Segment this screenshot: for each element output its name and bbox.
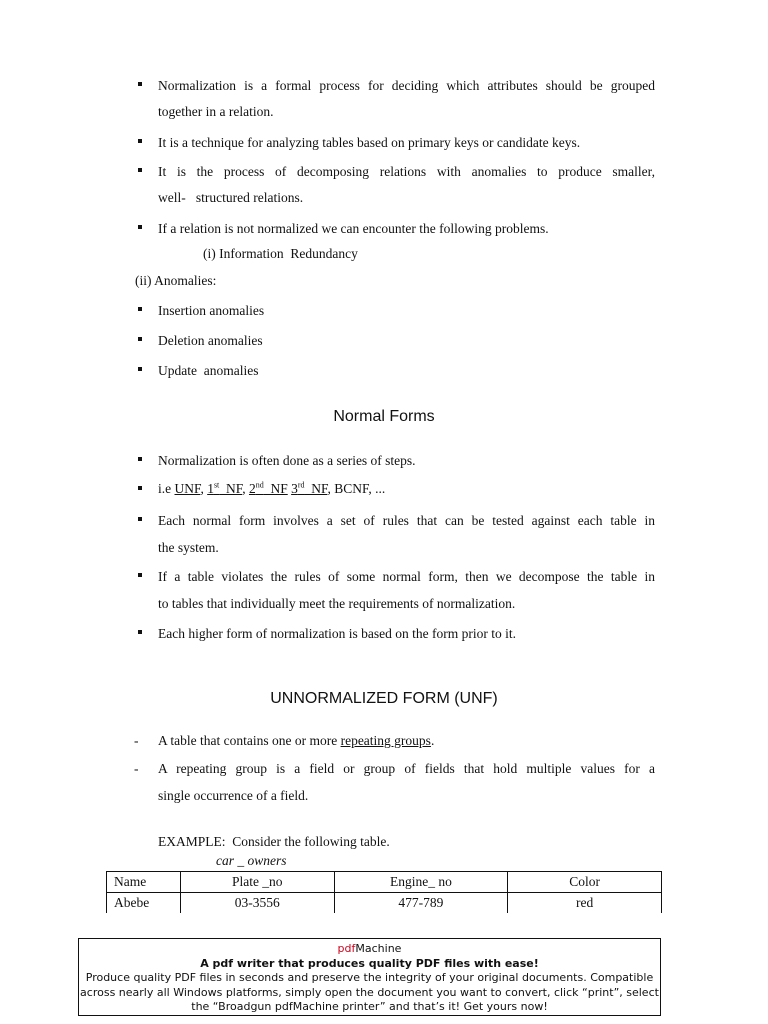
bullet-marker	[138, 225, 142, 229]
dash-marker: -	[134, 733, 139, 748]
table-header-row	[107, 872, 662, 893]
table-header-cell: Plate _no	[180, 872, 334, 893]
table-caption: car _ owners	[216, 853, 287, 868]
banner-text: Produce quality PDF files in seconds and preserve the integrity of your original documents. Compatible	[85, 971, 654, 984]
bullet-marker	[138, 168, 142, 172]
banner-text: the “Broadgun pdfMachine printer” and that’s it! Get yours now!	[191, 1000, 548, 1013]
bullet-text: If a table violates the rules of some normal form, then we decompose the table in	[158, 569, 655, 584]
bullet-text-cont: well- structured relations.	[158, 190, 304, 205]
sub-item: (ii) Anomalies:	[135, 273, 217, 288]
example-text: EXAMPLE: Consider the following table.	[158, 834, 390, 849]
unf-item-cont: single occurrence of a field.	[158, 788, 309, 803]
bullet-text-cont: to tables that individually meet the requirements of normalization.	[158, 596, 516, 611]
bullet-text-cont: together in a relation.	[158, 104, 274, 119]
table-cell: 477-789	[334, 893, 508, 914]
bullet-marker	[138, 486, 142, 490]
bullet-text: Normalization is often done as a series of steps.	[158, 453, 416, 468]
bullet-marker	[138, 517, 142, 521]
anomaly-item: Deletion anomalies	[158, 333, 263, 348]
unf-item: A repeating group is a field or group of fields that hold multiple values for a	[158, 761, 655, 776]
table-cell: red	[508, 893, 662, 914]
anomaly-item: Update anomalies	[158, 363, 259, 378]
bullet-marker	[138, 367, 142, 371]
bullet-marker	[138, 573, 142, 577]
banner-text: across nearly all Windows platforms, simply open the document you want to convert, click “print”, select	[80, 985, 659, 999]
pdfmachine-banner	[78, 938, 661, 1016]
bullet-text: It is a technique for analyzing tables based on primary keys or candidate keys.	[158, 135, 581, 150]
table-cell: 03-3556	[180, 893, 334, 914]
table-header-cell: Color	[508, 872, 662, 893]
bullet-text: Normalization is a formal process for deciding which attributes should be grouped	[158, 78, 655, 93]
sub-item: (i) Information Redundancy	[203, 246, 358, 261]
unf-item: A table that contains one or more repeating groups.	[158, 733, 435, 748]
bullet-text: Each higher form of normalization is based on the form prior to it.	[158, 626, 517, 641]
bullet-marker	[138, 457, 142, 461]
section-heading: Normal Forms	[333, 408, 435, 425]
table-row	[107, 893, 662, 914]
bullet-marker	[138, 82, 142, 86]
normal-forms-list: i.e UNF, 1st NF, 2nd NF 3rd NF, BCNF, ...	[158, 480, 386, 496]
bullet-text: Each normal form involves a set of rules that can be tested against each table in	[158, 513, 655, 528]
bullet-text: If a relation is not normalized we can encounter the following problems.	[158, 221, 549, 236]
car-owners-table	[106, 871, 662, 913]
table-header-cell: Engine_ no	[334, 872, 508, 893]
dash-marker: -	[134, 761, 139, 776]
table-header-cell: Name	[107, 872, 181, 893]
bullet-text-cont: the system.	[158, 540, 219, 555]
section-heading: UNNORMALIZED FORM (UNF)	[270, 690, 498, 707]
anomaly-item: Insertion anomalies	[158, 303, 265, 318]
brand-tagline: A pdf writer that produces quality PDF files with ease!	[200, 956, 539, 970]
brand-name: pdfMachine	[337, 942, 402, 955]
bullet-marker	[138, 307, 142, 311]
bullet-marker	[138, 139, 142, 143]
table-cell: Abebe	[107, 893, 181, 914]
bullet-text: It is the process of decomposing relations with anomalies to produce smaller,	[158, 164, 655, 179]
bullet-marker	[138, 630, 142, 634]
bullet-marker	[138, 337, 142, 341]
